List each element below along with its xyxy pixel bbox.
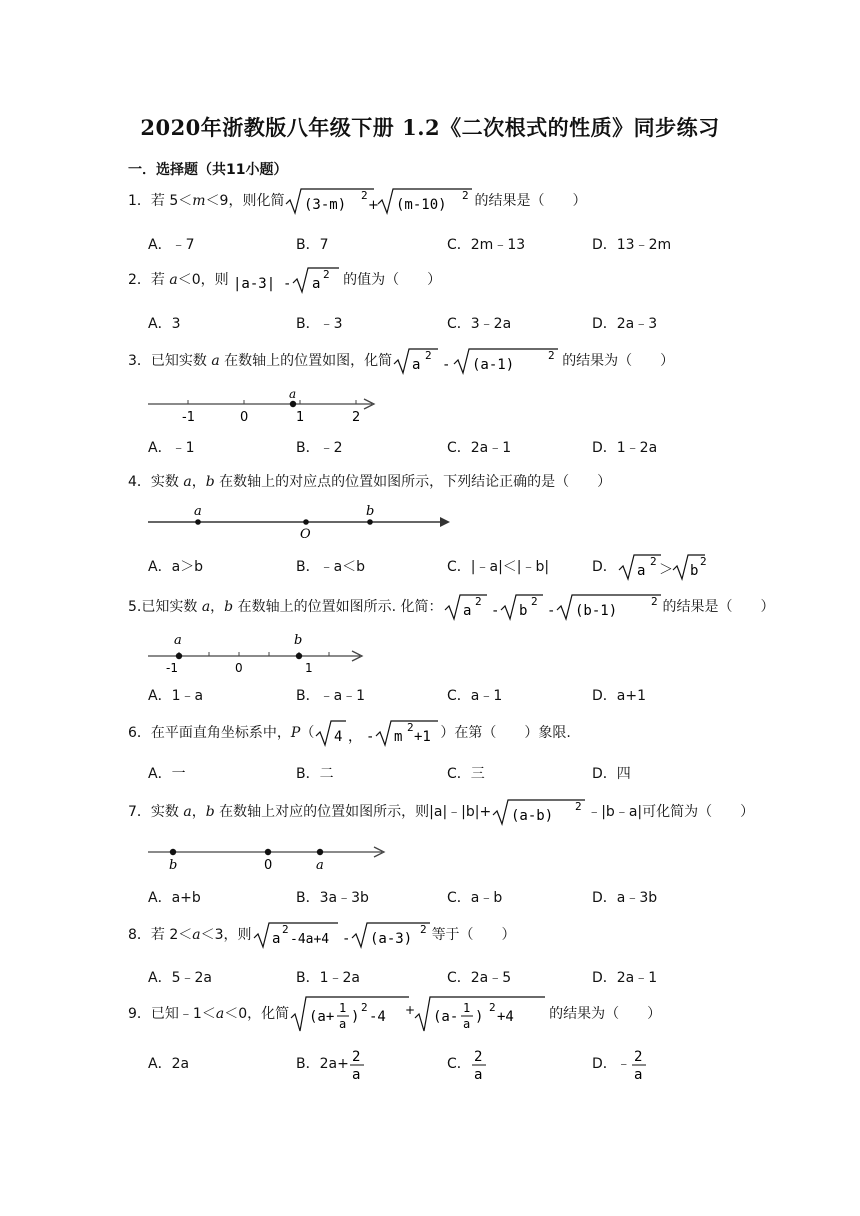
- svg-text:-4: -4: [369, 1009, 386, 1025]
- svg-text:(m-10): (m-10): [396, 197, 448, 213]
- svg-text:2: 2: [323, 268, 330, 281]
- point-label: b: [294, 633, 303, 648]
- options-3: [148, 436, 748, 460]
- formula: [491, 797, 587, 827]
- svg-text:1: 1: [463, 1001, 471, 1015]
- svg-text:): ): [351, 1009, 360, 1025]
- point-label: b: [366, 504, 375, 519]
- option-a[interactable]: A．a＞b: [148, 559, 204, 575]
- svg-text:(3-m): (3-m): [304, 197, 347, 213]
- point-label: a: [194, 504, 202, 519]
- question-2: 2．若 a＜0，则 |a-3| - a 2 的值为（ ）: [128, 263, 441, 297]
- formula: [392, 346, 562, 376]
- svg-text:1: 1: [339, 1001, 347, 1015]
- svg-text:a: a: [271, 931, 280, 947]
- options-8: [148, 966, 748, 990]
- option-b[interactable]: B．﹣a﹣1: [296, 688, 366, 704]
- option-c[interactable]: C．a﹣b: [447, 890, 503, 906]
- number-line-5: [146, 628, 376, 676]
- option-c[interactable]: C．|﹣a|＜|﹣b|: [447, 559, 550, 575]
- svg-text:-: -: [341, 931, 350, 947]
- option-b[interactable]: B．3a﹣3b: [296, 890, 369, 906]
- svg-text:+: +: [405, 1003, 416, 1017]
- formula: [284, 186, 474, 216]
- point-label: b: [169, 858, 178, 873]
- question-9: 9．已知﹣1＜a＜0，化简 (a+ 1 a ) 2 -4 + (a- 1 a ) 2 +4 的结果为（ ）: [128, 994, 661, 1034]
- option-c[interactable]: C．2a﹣1: [447, 440, 512, 456]
- question-3: 3．已知实数 a 在数轴上的位置如图，化简 a 2 - (a-1) 2 的结果为（ ）: [128, 344, 674, 378]
- question-8: 8．若 2＜a＜3，则 a 2 -4a+4 - (a-3) 2 等于（ ）: [128, 918, 516, 952]
- svg-text:+1: +1: [414, 729, 432, 745]
- svg-text:＞: ＞: [658, 562, 673, 578]
- svg-text:2: 2: [489, 1001, 496, 1014]
- option-b[interactable]: B．2a+ 2 a: [296, 1049, 361, 1083]
- question-number: 1．: [128, 193, 151, 209]
- option-a[interactable]: A．2a: [148, 1056, 190, 1072]
- options-6: [148, 762, 748, 786]
- tick-label: -1: [166, 661, 178, 675]
- svg-text:b: b: [689, 563, 699, 579]
- option-b[interactable]: B．﹣a＜b: [296, 559, 366, 575]
- question-1: 1．若 5＜m＜9，则化简 (3-m) 2 + (m-10) 2 的结果是（ ）: [128, 184, 586, 218]
- svg-text:(a-b): (a-b): [511, 808, 554, 824]
- svg-text:+: +: [368, 198, 380, 213]
- formula: [289, 994, 549, 1034]
- svg-text:-: -: [442, 357, 451, 373]
- option-d[interactable]: D．a+1: [592, 688, 646, 704]
- options-9: [148, 1044, 748, 1084]
- svg-text:2: 2: [530, 595, 538, 608]
- option-d[interactable]: D．2a﹣1: [592, 970, 658, 986]
- options-2: [148, 312, 748, 336]
- svg-text:2: 2: [650, 595, 658, 608]
- svg-text:-: -: [490, 603, 499, 619]
- option-c[interactable]: C．三: [447, 766, 485, 782]
- formula: [443, 592, 663, 622]
- svg-text:a: a: [473, 1067, 483, 1083]
- options-4: [148, 552, 748, 582]
- svg-text:2: 2: [462, 189, 470, 202]
- option-d[interactable]: D．2a﹣3: [592, 316, 658, 332]
- option-a[interactable]: A．a+b: [148, 890, 201, 906]
- svg-text:): ): [475, 1009, 484, 1025]
- number-line-3: [146, 386, 386, 426]
- svg-text:2: 2: [281, 923, 289, 936]
- svg-text:2: 2: [419, 923, 427, 936]
- option-b[interactable]: B．二: [296, 766, 334, 782]
- options-5: [148, 684, 748, 708]
- options-7: [148, 886, 748, 910]
- svg-text:(a-3): (a-3): [369, 931, 412, 947]
- option-a[interactable]: A．5﹣2a: [148, 970, 212, 986]
- option-a[interactable]: A．一: [148, 766, 186, 782]
- options-1: [148, 233, 748, 257]
- option-a[interactable]: A．﹣1: [148, 440, 195, 456]
- tick-label: -1: [182, 410, 195, 425]
- svg-text:a: a: [339, 1017, 347, 1031]
- option-d[interactable]: D．﹣ 2 a: [592, 1049, 643, 1083]
- tick-label: 2: [352, 410, 361, 425]
- option-a[interactable]: A．1﹣a: [148, 688, 204, 704]
- svg-text:|a-3|: |a-3|: [233, 276, 276, 292]
- formula: [233, 265, 343, 295]
- question-6: 6．在平面直角坐标系中，P（ 4 ， - m 2 +1 ）在第（ ）象限.: [128, 716, 571, 750]
- svg-text:(b-1): (b-1): [574, 603, 617, 619]
- svg-text:-: -: [366, 729, 375, 745]
- question-7: 7．实数 a，b 在数轴上对应的位置如图所示，则|a|﹣|b|+ (a-b) 2 ﹣|b﹣a|可化简为（ ）: [128, 795, 754, 829]
- option-b[interactable]: B．﹣2: [296, 440, 343, 456]
- svg-text:m: m: [394, 729, 403, 745]
- point-label: a: [174, 633, 182, 648]
- svg-text:2: 2: [473, 1049, 483, 1065]
- svg-text:2: 2: [649, 555, 657, 568]
- option-d[interactable]: D． a 2 ＞ b 2: [592, 555, 707, 579]
- point-label: 0: [264, 858, 273, 873]
- svg-text:2: 2: [361, 189, 369, 202]
- svg-text:a: a: [351, 1067, 361, 1083]
- svg-text:+4: +4: [497, 1009, 514, 1025]
- svg-text:2: 2: [474, 595, 482, 608]
- point-a: [290, 401, 296, 407]
- option-d[interactable]: D．四: [592, 766, 631, 782]
- svg-text:(a-1): (a-1): [472, 357, 515, 373]
- question-4: 4．实数 a，b 在数轴上的对应点的位置如图所示，下列结论正确的是（ ）: [128, 474, 612, 490]
- svg-text:2: 2: [633, 1049, 643, 1065]
- svg-text:a: a: [636, 563, 646, 579]
- svg-text:2: 2: [575, 800, 582, 813]
- option-a[interactable]: A．﹣7: [148, 237, 195, 253]
- svg-text:(a+: (a+: [309, 1009, 335, 1025]
- question-5: 5.已知实数 a，b 在数轴上的位置如图所示. 化简： a 2 - b 2 - (b-1) 2 的结果是（ ）: [128, 590, 775, 624]
- svg-text:2: 2: [548, 349, 555, 362]
- point-label: a: [316, 858, 324, 873]
- formula: [314, 718, 440, 748]
- svg-text:a: a: [412, 357, 421, 373]
- option-d[interactable]: D．a﹣3b: [592, 890, 658, 906]
- option-d[interactable]: D．13﹣2m: [592, 237, 672, 253]
- option-a[interactable]: A．3: [148, 316, 181, 332]
- number-line-4: [146, 502, 456, 542]
- svg-text:b: b: [518, 603, 527, 619]
- point-label: O: [300, 527, 311, 542]
- option-b[interactable]: B．1﹣2a: [296, 970, 360, 986]
- option-d[interactable]: D．1﹣2a: [592, 440, 658, 456]
- svg-text:2: 2: [699, 555, 707, 568]
- option-c[interactable]: C． 2 a: [447, 1049, 483, 1083]
- tick-label: 1: [296, 410, 305, 425]
- point-label: a: [289, 387, 297, 401]
- svg-text:a: a: [312, 276, 321, 292]
- option-b[interactable]: B．﹣3: [296, 316, 343, 332]
- option-c[interactable]: C．2m﹣13: [447, 237, 526, 253]
- svg-text:(a-: (a-: [433, 1009, 459, 1025]
- page-title: 2020年浙教版八年级下册 1.2《二次根式的性质》同步练习: [140, 115, 720, 140]
- tick-label: 0: [240, 410, 249, 425]
- option-c[interactable]: C．3﹣2a: [447, 316, 512, 332]
- svg-text:2: 2: [351, 1049, 361, 1065]
- svg-text:-4a+4: -4a+4: [289, 932, 329, 947]
- svg-text:-: -: [546, 603, 555, 619]
- svg-text:4: 4: [334, 729, 343, 745]
- svg-text:2: 2: [407, 721, 414, 734]
- svg-text:a: a: [633, 1067, 643, 1083]
- option-c[interactable]: C．2a﹣5: [447, 970, 512, 986]
- svg-text:，: ，: [348, 729, 363, 745]
- option-c[interactable]: C．a﹣1: [447, 688, 503, 704]
- tick-label: 0: [235, 661, 243, 675]
- svg-text:-: -: [283, 276, 292, 292]
- svg-text:2: 2: [361, 1001, 368, 1014]
- svg-text:2: 2: [425, 349, 432, 362]
- svg-text:a: a: [463, 1017, 471, 1031]
- formula: [252, 920, 432, 950]
- tick-label: 1: [305, 661, 313, 675]
- number-line-7: [146, 838, 396, 874]
- section-heading: 一．选择题（共11小题）: [128, 162, 288, 178]
- svg-text:a: a: [462, 603, 471, 619]
- option-b[interactable]: B．7: [296, 237, 329, 253]
